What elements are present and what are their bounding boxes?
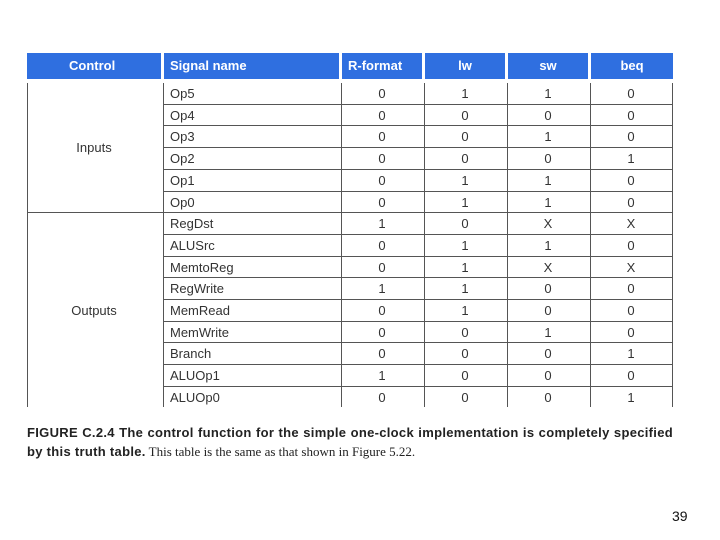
value-cell: 1: [544, 237, 552, 253]
value-cell: 0: [378, 172, 386, 188]
value-cell: 0: [378, 237, 386, 253]
table-row: [164, 148, 673, 170]
signal-name-cell: Op5: [170, 86, 195, 101]
header-sw: sw: [508, 53, 588, 79]
table-border-left: [27, 83, 28, 407]
value-cell: 1: [461, 303, 469, 318]
signal-name-cell: MemRead: [170, 303, 230, 318]
value-cell: 0: [544, 281, 552, 297]
value-cell: 1: [378, 216, 386, 232]
header-control: Control: [27, 53, 161, 79]
signal-name-cell: Op4: [170, 107, 195, 123]
value-cell: 1: [378, 368, 386, 384]
signal-name-cell: MemtoReg: [170, 259, 234, 275]
value-cell: X: [543, 259, 553, 275]
value-cell: 0: [627, 107, 635, 123]
value-cell: 0: [378, 259, 386, 275]
value-cell: 0: [378, 151, 386, 167]
signal-name-cell: Op2: [170, 151, 195, 167]
header-beq: beq: [591, 53, 673, 79]
value-cell: 0: [461, 389, 469, 405]
signal-name-cell: RegWrite: [170, 281, 224, 297]
value-cell: 0: [544, 107, 552, 123]
header-signal-name: Signal name: [164, 53, 339, 79]
value-cell: 0: [378, 324, 386, 340]
signal-name-cell: ALUSrc: [170, 237, 215, 253]
value-cell: 1: [627, 346, 635, 362]
table-row: [164, 343, 673, 365]
group-label: Inputs: [76, 140, 112, 156]
value-cell: 0: [378, 303, 386, 318]
value-cell: 0: [378, 107, 386, 123]
table-row: [164, 192, 673, 214]
value-cell: X: [626, 216, 636, 232]
value-cell: 0: [544, 346, 552, 362]
header-lw: lw: [425, 53, 505, 79]
value-cell: 0: [378, 194, 386, 210]
signal-name-cell: MemWrite: [170, 324, 229, 340]
value-cell: 0: [627, 194, 635, 210]
value-cell: 0: [461, 368, 469, 384]
value-cell: 1: [461, 281, 469, 297]
table-row: [164, 170, 673, 192]
value-cell: 0: [461, 346, 469, 362]
value-cell: 0: [461, 129, 469, 145]
page-number: 39: [672, 508, 688, 524]
table-row: [164, 213, 673, 235]
value-cell: 1: [544, 129, 552, 145]
value-cell: X: [543, 216, 553, 232]
value-cell: 1: [544, 194, 552, 210]
value-cell: 0: [378, 86, 386, 101]
value-cell: 0: [544, 389, 552, 405]
value-cell: 1: [461, 86, 469, 101]
table-row: [164, 83, 673, 105]
value-cell: 1: [378, 281, 386, 297]
table-row: [164, 278, 673, 300]
signal-name-cell: ALUOp1: [170, 368, 220, 384]
signal-name-cell: RegDst: [170, 216, 214, 232]
value-cell: 0: [461, 107, 469, 123]
value-cell: 1: [544, 86, 552, 101]
group-label: Outputs: [71, 302, 117, 318]
value-cell: 0: [544, 303, 552, 318]
figure-caption: [27, 423, 673, 461]
signal-name-cell: Op0: [170, 194, 195, 210]
value-cell: 1: [461, 237, 469, 253]
caption-rest: This table is the same as that shown in Figure 5.22.: [145, 444, 416, 459]
value-cell: 0: [627, 86, 635, 101]
value-cell: 0: [378, 129, 386, 145]
value-cell: 0: [544, 368, 552, 384]
value-cell: 0: [378, 346, 386, 362]
value-cell: 0: [461, 151, 469, 167]
signal-name-cell: ALUOp0: [170, 389, 220, 405]
value-cell: 0: [627, 172, 635, 188]
table-row: [164, 257, 673, 279]
table-row: [164, 300, 673, 322]
table-body: [27, 83, 673, 407]
value-cell: 1: [627, 151, 635, 167]
signal-name-cell: Op3: [170, 129, 195, 145]
value-cell: 0: [627, 324, 635, 340]
signal-name-cell: Branch: [170, 346, 212, 362]
value-cell: 1: [544, 324, 552, 340]
value-cell: X: [626, 259, 636, 275]
header-r-format: R-format: [342, 53, 422, 79]
value-cell: 0: [627, 281, 635, 297]
table-row: [164, 105, 673, 127]
value-cell: 0: [544, 151, 552, 167]
table-row: [164, 365, 673, 387]
value-cell: 1: [627, 389, 635, 405]
value-cell: 0: [627, 303, 635, 318]
value-cell: 1: [461, 172, 469, 188]
caption-lead: FIGURE C.2.4 The control function for the simple one-clock implementation is completely specified by this truth table.: [27, 425, 673, 459]
value-cell: 0: [461, 216, 469, 232]
value-cell: 1: [544, 172, 552, 188]
value-cell: 1: [461, 194, 469, 210]
table-row: [164, 126, 673, 148]
value-cell: 0: [627, 237, 635, 253]
table-row: [164, 387, 673, 407]
signal-name-cell: Op1: [170, 172, 195, 188]
table-row: [164, 235, 673, 257]
value-cell: 0: [461, 324, 469, 340]
value-cell: 0: [378, 389, 386, 405]
value-cell: 0: [627, 129, 635, 145]
value-cell: 1: [461, 259, 469, 275]
value-cell: 0: [627, 368, 635, 384]
table-row: [164, 322, 673, 344]
